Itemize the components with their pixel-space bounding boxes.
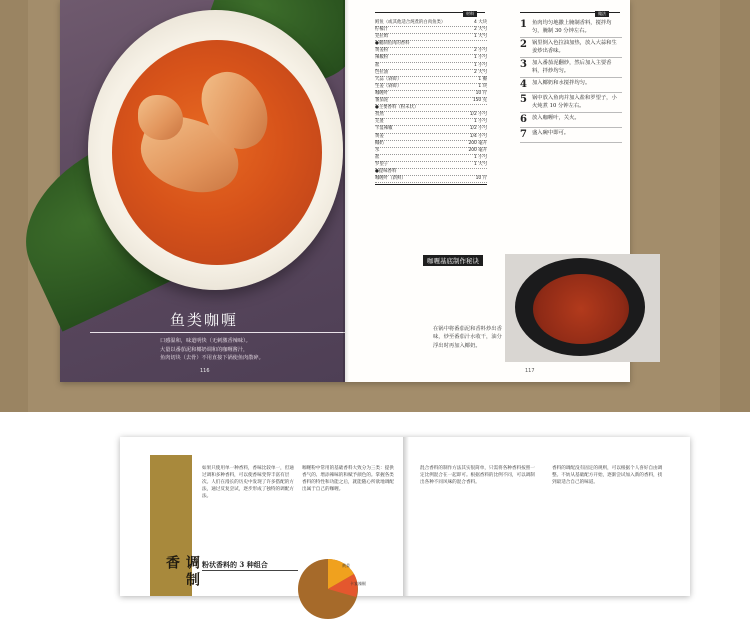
ingredient-name: 孜然: [375, 112, 384, 118]
vertical-title: 调制香: [164, 555, 200, 589]
ingredient-qty: 1 小勺: [474, 119, 487, 125]
ingredient-name: 黄姜: [375, 133, 384, 139]
pie-label-2: 卡宴辣椒: [350, 581, 366, 586]
ingredient-row: [375, 84, 487, 91]
step-number: 6: [520, 114, 527, 125]
ingredient-row: [375, 63, 487, 70]
ingredient-qty: 1 小勺: [474, 154, 487, 160]
steps-tag: 做法: [595, 11, 609, 17]
ingredient-row: [375, 162, 487, 169]
ingredient-qty: 2 大勺: [474, 69, 487, 75]
text-column-2: 咖喱粉中常用的基础香料大致分为三类：提供香气的、增添辣味的和赋予颜色的。掌握各类香料的特性和功能之后，就能随心所欲地调配出属于自己的咖喱。: [302, 466, 394, 492]
ingredient-qty: 1/4 小勺: [469, 133, 487, 139]
ingredient-name: 椰奶: [375, 140, 384, 146]
step-text: 鱼肉均匀地撒上腌制香料，搅拌均匀，腌制 30 分钟左右。: [532, 20, 612, 34]
ingredient-qty: 150 克: [472, 98, 487, 104]
ingredient-name: 大蒜（剁碎）: [375, 76, 402, 82]
ingredient-row: [375, 20, 487, 27]
ingredient-row: [375, 169, 487, 176]
ingredient-name: ●主要香料（粉末状）: [375, 105, 419, 111]
ingredient-qty: 200 毫升: [468, 140, 487, 146]
recipe-page: [345, 0, 630, 382]
step-row: [520, 18, 622, 38]
spice-pie-chart: [296, 557, 366, 621]
step-number: 5: [520, 94, 527, 105]
text-column-3: 混合香料的制作方法其实很简单，只需将各种香料按照一定比例混合在一起即可。根据香料的比例不同，可以调制出各种不同风味的混合香料。: [420, 466, 535, 485]
step-text: 锅中放入鱼肉并加入盐和罗望子，小火炖煮 10 分钟左右。: [532, 95, 617, 109]
book-spine: [343, 0, 349, 382]
step-row: [520, 38, 622, 58]
open-book-bottom: [120, 437, 690, 596]
ingredient-row: [375, 155, 487, 162]
sauce-tip-text: 在锅中将番茄泥和香料炒出香味，炒至番茄汁水收干，油分浮出时再加入椰奶。: [433, 326, 502, 349]
pie-label-1: 黄姜: [342, 563, 350, 568]
ingredient-row: [375, 41, 487, 48]
subhead-rule: [202, 570, 298, 571]
ingredient-qty: 4 大块: [474, 20, 487, 25]
sauce-tip-tag: 咖喱基底制作秘诀: [423, 255, 483, 266]
ingredient-row: [375, 141, 487, 148]
step-row: [520, 93, 622, 113]
section-subhead: 粉状香料的 3 种组合: [202, 560, 268, 569]
ingredient-row: [375, 126, 487, 133]
title-rule: [90, 332, 345, 333]
ingredient-row: [375, 48, 487, 55]
ingredient-row: [375, 91, 487, 98]
ingredient-name: 辣椒粉: [375, 55, 389, 61]
page-number-right: 117: [525, 368, 535, 374]
ingredient-qty: 1 块: [478, 83, 487, 89]
step-text: 放入咖喱叶，关火。: [532, 115, 580, 121]
ingredient-row: [375, 55, 487, 62]
ingredient-name: ●腌制鱼肉的香料: [375, 41, 410, 47]
ingredient-row: [375, 176, 487, 183]
ingredient-qty: 2 小勺: [474, 48, 487, 54]
step-text: 加入番茄泥翻炒，然后加入主要香料，拌炒均匀。: [532, 60, 612, 74]
curry-base-sauce: [533, 274, 629, 344]
ingredient-row: [375, 148, 487, 155]
ingredient-name: 罗望子: [375, 161, 389, 167]
ingredient-name: 水: [375, 147, 380, 153]
ingredient-name: 咖喱叶: [375, 90, 389, 96]
text-column-1: 如果只使用单一种香料，香味比较单一，但通过调和多种香料，可以使香味变得丰富有层次。人们在漫长的历史中发现了许多搭配的方法，通过反复尝试，逐步形成了独特的调配方法。: [202, 466, 294, 499]
ingredient-name: 柠檬汁: [375, 27, 389, 33]
ingredient-row: [375, 134, 487, 141]
step-row: [520, 128, 622, 143]
step-row: [520, 113, 622, 128]
ingredient-name: 盐: [375, 154, 380, 160]
ingredient-qty: 2 大勺: [474, 27, 487, 33]
ingredient-row: [375, 70, 487, 77]
ingredient-qty: 1 瓣: [478, 76, 487, 82]
step-number: 1: [520, 19, 527, 30]
text-column-4: 香料的调配没有固定的规则，可以根据个人喜好自由调整。不妨从基础配方开始，逐渐尝试加入新的香料，找到最适合自己的味道。: [552, 466, 663, 485]
ingredient-qty: 10 片: [475, 176, 487, 182]
ingredient-name: 生姜（剁碎）: [375, 83, 402, 89]
ingredient-qty: 1 小勺: [474, 62, 487, 68]
steps-list: [520, 18, 622, 143]
step-text: 盛入碗中即可。: [532, 130, 570, 136]
ingredient-row: [375, 77, 487, 84]
recipe-title: 鱼类咖喱: [170, 311, 239, 329]
open-book-top: [60, 0, 630, 382]
ingredient-name: 芫荽: [375, 119, 384, 125]
ingredient-name: 盐: [375, 62, 380, 68]
photo-caption: 口感温和，味道明快（无刺激香辣味）。 大量以番茄泥和椰奶调和的咖喱酱汁， 鱼肉切块（去骨）不用直接下锅使鱼肉散碎。: [160, 338, 264, 361]
step-number: 2: [520, 39, 527, 50]
ingredient-row: [375, 112, 487, 119]
ingredient-qty: 200 毫升: [468, 147, 487, 153]
step-text: 锅里倒入色拉油加热，放入大蒜和生姜炒出香味。: [532, 40, 617, 54]
ingredient-qty: 1 大勺: [474, 34, 487, 40]
step-row: [520, 58, 622, 78]
ingredient-name: 番茄泥: [375, 98, 389, 104]
ingredient-name: ●提味香料: [375, 168, 397, 174]
photo-page: [60, 0, 345, 382]
ingredient-name: 色拉油: [375, 69, 389, 75]
step-row: [520, 78, 622, 93]
ingredient-name: 鳕鱼（或其他适合炖煮的白肉鱼类）: [375, 20, 446, 25]
book-spine-bottom: [403, 437, 409, 596]
ingredient-qty: 1/2 小勺: [469, 112, 487, 118]
step-number: 3: [520, 59, 527, 70]
step-number: 7: [520, 129, 527, 140]
ingredient-qty: 1/2 小勺: [469, 126, 487, 132]
ingredient-name: 卡宴辣椒: [375, 126, 393, 132]
ingredient-name: 黄姜粉: [375, 48, 389, 54]
ingredient-qty: 10 片: [475, 90, 487, 96]
ingredients-end-rule: [375, 184, 487, 185]
ingredient-name: 克拉姆: [375, 34, 389, 40]
sauce-photo: [505, 254, 660, 362]
step-number: 4: [520, 79, 527, 90]
step-text: 加入椰奶和水搅拌均匀。: [532, 80, 591, 86]
ingredient-row: [375, 27, 487, 34]
ingredient-qty: 1 小勺: [474, 55, 487, 61]
ingredients-tag: 材料: [463, 11, 477, 17]
ingredient-qty: 1 大勺: [474, 161, 487, 167]
ingredient-name: 咖喱叶（新鲜）: [375, 176, 406, 182]
ingredients-list: [375, 20, 487, 185]
page-number-left: 116: [200, 368, 210, 374]
